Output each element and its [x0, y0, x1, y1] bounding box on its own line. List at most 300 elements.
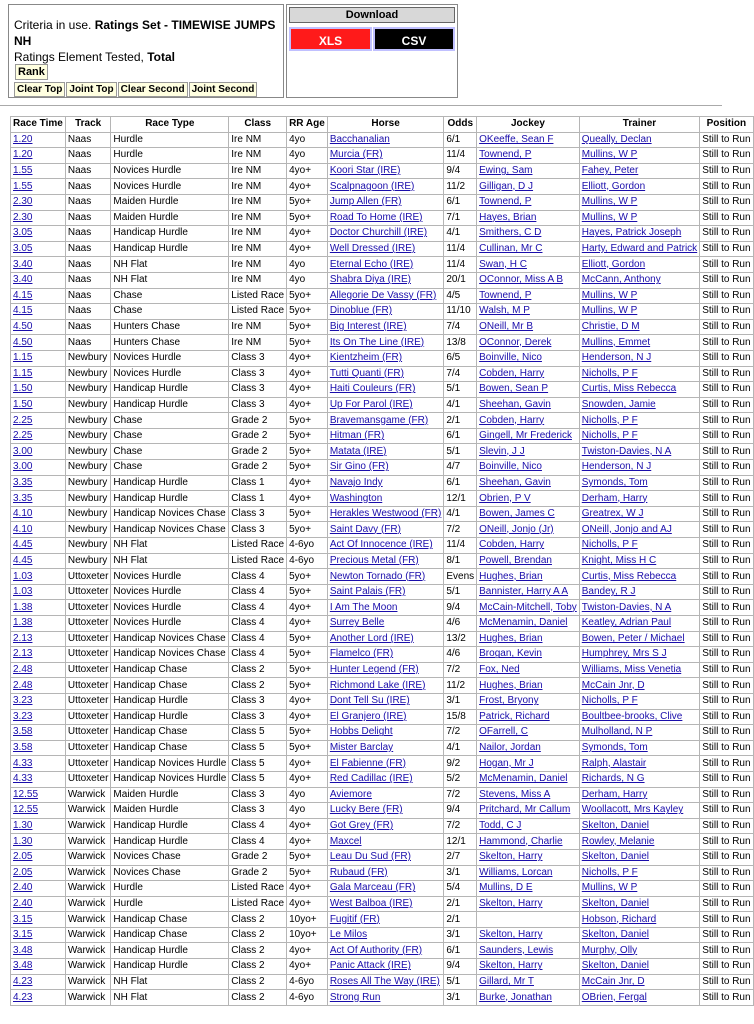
horse-link[interactable]: Bravemansgame (FR) [329, 414, 429, 426]
rr-age-cell: 4yo [287, 787, 328, 803]
trainer-link[interactable]: Henderson, N J [581, 461, 652, 473]
trainer-link[interactable]: Derham, Harry [581, 492, 648, 504]
trainer-link[interactable]: Skelton, Daniel [581, 929, 650, 941]
horse-link[interactable]: Bacchanalian [329, 133, 390, 145]
table-row [11, 522, 754, 538]
jockey-link[interactable]: Bannister, Harry A A [479, 586, 569, 598]
race-time-link[interactable]: 1.50 [13, 383, 33, 395]
rr-age-cell: 5yo+ [287, 444, 328, 460]
race-time-cell [11, 787, 66, 803]
trainer-link[interactable]: Bandey, R J [581, 586, 636, 598]
jockey-link[interactable]: Powell, Brendan [479, 554, 552, 566]
trainer-link[interactable]: McCann, Anthony [581, 274, 661, 286]
jockey-cell [477, 335, 580, 351]
horse-link[interactable]: Red Cadillac (IRE) [329, 773, 413, 785]
horse-link[interactable]: Got Grey (FR) [329, 820, 394, 832]
trainer-link[interactable]: Twiston-Davies, N A [581, 601, 672, 613]
jockey-link[interactable]: Pritchard, Mr Callum [479, 804, 571, 816]
horse-link[interactable]: Richmond Lake (IRE) [329, 679, 426, 691]
class-cell: Class 3 [229, 787, 287, 803]
table-row [11, 226, 754, 242]
jockey-link[interactable]: Boinville, Nico [479, 352, 542, 364]
odds-cell: 4/6 [444, 647, 477, 663]
jockey-link[interactable]: McCain-Mitchell, Toby [479, 601, 577, 613]
horse-link[interactable]: Big Interest (IRE) [329, 321, 407, 333]
jockey-link[interactable]: Brogan, Kevin [479, 648, 542, 660]
jockey-cell [477, 288, 580, 304]
rr-age-cell: 4-6yo [287, 990, 328, 1006]
race-type-cell: Hurdle [111, 881, 229, 897]
jockey-link[interactable]: Stevens, Miss A [479, 788, 551, 800]
horse-link[interactable]: Roses All The Way (IRE) [329, 975, 440, 987]
track-cell: Newbury [65, 397, 111, 413]
trainer-link[interactable]: Skelton, Daniel [581, 897, 650, 909]
jockey-cell [477, 787, 580, 803]
position-cell: Still to Run [700, 787, 753, 803]
position-cell: Still to Run [700, 288, 753, 304]
jockey-link[interactable]: Swan, H C [479, 258, 527, 270]
race-time-link[interactable]: 4.50 [13, 321, 33, 333]
jockey-link[interactable]: Obrien, P V [479, 492, 531, 504]
race-time-cell [11, 491, 66, 507]
race-time-link[interactable]: 1.38 [13, 601, 33, 613]
race-time-link[interactable]: 1.50 [13, 398, 33, 410]
trainer-link[interactable]: Nicholls, P F [581, 695, 638, 707]
class-cell: Grade 2 [229, 428, 287, 444]
jockey-link[interactable]: Cullinan, Mr C [479, 243, 543, 255]
horse-link[interactable]: Road To Home (IRE) [329, 211, 423, 223]
trainer-link[interactable]: Skelton, Daniel [581, 960, 650, 972]
horse-link[interactable]: Koori Star (IRE) [329, 165, 401, 177]
race-time-cell [11, 678, 66, 694]
trainer-link[interactable]: Mullins, W P [581, 196, 638, 208]
race-time-link[interactable]: 3.58 [13, 742, 33, 754]
horse-link[interactable]: Navajo Indy [329, 476, 383, 488]
race-time-cell [11, 132, 66, 148]
jockey-link[interactable]: Hughes, Brian [479, 632, 543, 644]
trainer-link[interactable]: Symonds, Tom [581, 742, 648, 754]
horse-link[interactable]: Haiti Couleurs (FR) [329, 383, 416, 395]
trainer-link[interactable]: Skelton, Daniel [581, 851, 650, 863]
horse-link[interactable]: Dont Tell Su (IRE) [329, 695, 410, 707]
jockey-link[interactable]: Boinville, Nico [479, 461, 542, 473]
trainer-link[interactable]: ONeill, Jonjo and AJ [581, 523, 672, 535]
horse-link[interactable]: Doctor Churchill (IRE) [329, 227, 428, 239]
rr-age-cell: 5yo+ [287, 522, 328, 538]
jockey-link[interactable]: OConnor, Miss A B [479, 274, 564, 286]
race-time-link[interactable]: 2.30 [13, 196, 33, 208]
trainer-link[interactable]: OBrien, Fergal [581, 991, 647, 1003]
race-time-link[interactable]: 3.58 [13, 726, 33, 738]
race-time-link[interactable]: 3.40 [13, 274, 33, 286]
horse-link[interactable]: Kientzheim (FR) [329, 352, 403, 364]
trainer-link[interactable]: Mullins, W P [581, 289, 638, 301]
trainer-link[interactable]: Nicholls, P F [581, 367, 638, 379]
jockey-link[interactable]: Cobden, Harry [479, 539, 545, 551]
horse-link[interactable]: Rubaud (FR) [329, 866, 388, 878]
trainer-link[interactable]: Murphy, Olly [581, 944, 638, 956]
race-time-link[interactable]: 3.23 [13, 710, 33, 722]
jockey-link[interactable]: Skelton, Harry [479, 897, 543, 909]
race-time-link[interactable]: 3.35 [13, 476, 33, 488]
race-time-link[interactable]: 1.30 [13, 835, 33, 847]
rr-age-cell: 4-6yo [287, 538, 328, 554]
race-type-cell: Handicap Hurdle [111, 693, 229, 709]
jockey-link[interactable]: Slevin, J J [479, 445, 525, 457]
race-time-link[interactable]: 12.55 [13, 788, 39, 800]
odds-cell: 8/1 [444, 553, 477, 569]
jockey-link[interactable]: Nailor, Jordan [479, 742, 541, 754]
race-time-link[interactable]: 1.20 [13, 133, 33, 145]
trainer-link[interactable]: Curtis, Miss Rebecca [581, 383, 677, 395]
jockey-link[interactable]: Townend, P [479, 196, 532, 208]
race-time-link[interactable]: 4.15 [13, 305, 33, 317]
race-time-cell [11, 194, 66, 210]
jockey-link[interactable]: McMenamin, Daniel [479, 773, 568, 785]
jockey-link[interactable]: Smithers, C D [479, 227, 542, 239]
horse-link[interactable]: El Granjero (IRE) [329, 710, 407, 722]
odds-cell: 11/2 [444, 678, 477, 694]
horse-link[interactable]: El Fabienne (FR) [329, 757, 406, 769]
horse-link[interactable]: Surrey Belle [329, 617, 385, 629]
class-cell: Listed Race [229, 538, 287, 554]
jockey-link[interactable]: Burke, Jonathan [479, 991, 552, 1003]
trainer-link[interactable]: McCain Jnr, D [581, 975, 645, 987]
jockey-link[interactable]: Williams, Lorcan [479, 866, 553, 878]
horse-link[interactable]: Allegorie De Vassy (FR) [329, 289, 437, 301]
race-time-link[interactable]: 3.40 [13, 258, 33, 270]
race-time-link[interactable]: 1.55 [13, 165, 33, 177]
trainer-link[interactable]: Richards, N G [581, 773, 645, 785]
joint-top-button[interactable]: Joint Top [66, 82, 116, 97]
track-cell: Uttoxeter [65, 693, 111, 709]
horse-link[interactable]: Herakles Westwood (FR) [329, 508, 442, 520]
horse-link[interactable]: Flamelco (FR) [329, 648, 394, 660]
track-cell: Naas [65, 226, 111, 242]
horse-link[interactable]: Fugitif (FR) [329, 913, 380, 925]
horse-link[interactable]: Hitman (FR) [329, 430, 385, 442]
jockey-link[interactable]: Hammond, Charlie [479, 835, 563, 847]
jockey-link[interactable]: McMenamin, Daniel [479, 617, 568, 629]
race-type-cell: Handicap Chase [111, 725, 229, 741]
trainer-link[interactable]: Derham, Harry [581, 788, 648, 800]
trainer-cell [579, 132, 699, 148]
race-time-cell [11, 600, 66, 616]
race-time-link[interactable]: 2.48 [13, 679, 33, 691]
jockey-link[interactable]: Sheehan, Gavin [479, 476, 551, 488]
trainer-link[interactable]: Nicholls, P F [581, 430, 638, 442]
horse-link[interactable]: Scalpnagoon (IRE) [329, 180, 415, 192]
race-time-link[interactable]: 1.30 [13, 820, 33, 832]
jockey-link[interactable]: Skelton, Harry [479, 960, 543, 972]
horse-link[interactable]: Shabra Diya (IRE) [329, 274, 411, 286]
trainer-link[interactable]: Snowden, Jamie [581, 398, 656, 410]
trainer-link[interactable]: Bowen, Peter / Michael [581, 632, 685, 644]
table-row [11, 475, 754, 491]
jockey-link[interactable]: Bowen, James C [479, 508, 555, 520]
jockey-link[interactable]: Gingell, Mr Frederick [479, 430, 572, 442]
trainer-link[interactable]: Queally, Declan [581, 133, 652, 145]
jockey-link[interactable]: Bowen, Sean P [479, 383, 549, 395]
jockey-link[interactable]: Hughes, Brian [479, 679, 543, 691]
horse-link[interactable]: Aviemore [329, 788, 372, 800]
position-cell: Still to Run [700, 896, 753, 912]
jockey-link[interactable]: Hogan, Mr J [479, 757, 534, 769]
race-time-link[interactable]: 3.15 [13, 913, 33, 925]
jockey-link[interactable]: Ewing, Sam [479, 165, 533, 177]
race-time-link[interactable]: 3.05 [13, 243, 33, 255]
jockey-link[interactable]: Walsh, M P [479, 305, 530, 317]
horse-link[interactable]: Its On The Line (IRE) [329, 336, 425, 348]
race-type-cell: Hurdle [111, 148, 229, 164]
jockey-link[interactable]: Fox, Ned [479, 664, 520, 676]
odds-cell: 6/1 [444, 132, 477, 148]
horse-link[interactable]: Act Of Authority (FR) [329, 944, 423, 956]
jockey-link[interactable]: Hayes, Brian [479, 211, 537, 223]
horse-link[interactable]: Precious Metal (FR) [329, 554, 419, 566]
horse-link[interactable]: Well Dressed (IRE) [329, 243, 416, 255]
trainer-link[interactable]: Mullins, W P [581, 211, 638, 223]
race-time-link[interactable]: 1.03 [13, 586, 33, 598]
trainer-link[interactable]: Symonds, Tom [581, 476, 648, 488]
table-row [11, 350, 754, 366]
jockey-link[interactable]: Mullins, D E [479, 882, 533, 894]
jockey-cell [477, 444, 580, 460]
race-time-link[interactable]: 3.48 [13, 960, 33, 972]
race-time-cell [11, 725, 66, 741]
horse-link[interactable]: Eternal Echo (IRE) [329, 258, 414, 270]
trainer-link[interactable]: Mulholland, N P [581, 726, 653, 738]
clear-second-button[interactable]: Clear Second [118, 82, 188, 97]
jockey-cell [477, 678, 580, 694]
csv-download-button[interactable]: CSV [373, 27, 455, 51]
jockey-link[interactable]: OFarrell, C [479, 726, 529, 738]
trainer-link[interactable]: Boultbee-brooks, Clive [581, 710, 683, 722]
race-time-cell [11, 834, 66, 850]
trainer-link[interactable]: Fahey, Peter [581, 165, 639, 177]
trainer-link[interactable]: Greatrex, W J [581, 508, 644, 520]
horse-link[interactable]: Maxcel [329, 835, 362, 847]
clear-top-button[interactable]: Clear Top [14, 82, 65, 97]
jockey-link[interactable]: Cobden, Harry [479, 367, 545, 379]
race-time-link[interactable]: 4.33 [13, 773, 33, 785]
trainer-link[interactable]: McCain Jnr, D [581, 679, 645, 691]
jockey-link[interactable]: Todd, C J [479, 820, 522, 832]
race-time-link[interactable]: 2.13 [13, 648, 33, 660]
race-time-link[interactable]: 4.33 [13, 757, 33, 769]
race-time-link[interactable]: 4.15 [13, 289, 33, 301]
jockey-link[interactable]: Frost, Bryony [479, 695, 539, 707]
trainer-link[interactable]: Hobson, Richard [581, 913, 657, 925]
race-time-link[interactable]: 2.40 [13, 897, 33, 909]
trainer-link[interactable]: Knight, Miss H C [581, 554, 657, 566]
race-time-link[interactable]: 2.05 [13, 866, 33, 878]
table-row [11, 163, 754, 179]
race-time-link[interactable]: 4.23 [13, 975, 33, 987]
rank-button[interactable]: Rank [15, 64, 48, 80]
trainer-link[interactable]: Elliott, Gordon [581, 258, 646, 270]
race-time-cell [11, 959, 66, 975]
horse-link[interactable]: Matata (IRE) [329, 445, 387, 457]
race-time-link[interactable]: 2.40 [13, 882, 33, 894]
table-row [11, 600, 754, 616]
horse-link[interactable]: Strong Run [329, 991, 381, 1003]
class-cell: Grade 2 [229, 413, 287, 429]
jockey-cell [477, 506, 580, 522]
race-time-link[interactable]: 3.00 [13, 461, 33, 473]
race-time-link[interactable]: 4.23 [13, 991, 33, 1003]
race-time-link[interactable]: 1.20 [13, 149, 33, 161]
trainer-link[interactable]: Elliott, Gordon [581, 180, 646, 192]
horse-link[interactable]: Lucky Bere (FR) [329, 804, 403, 816]
horse-link[interactable]: Up For Parol (IRE) [329, 398, 413, 410]
trainer-link[interactable]: Mullins, W P [581, 882, 638, 894]
trainer-link[interactable]: Mullins, Emmet [581, 336, 651, 348]
trainer-link[interactable]: Ralph, Alastair [581, 757, 647, 769]
jockey-link[interactable]: Townend, P [479, 149, 532, 161]
horse-link[interactable]: Gala Marceau (FR) [329, 882, 416, 894]
trainer-link[interactable]: Nicholls, P F [581, 866, 638, 878]
race-time-cell [11, 756, 66, 772]
race-time-link[interactable]: 3.15 [13, 929, 33, 941]
position-cell: Still to Run [700, 662, 753, 678]
trainer-link[interactable]: Keatley, Adrian Paul [581, 617, 672, 629]
race-time-link[interactable]: 2.25 [13, 430, 33, 442]
race-time-link[interactable]: 1.38 [13, 617, 33, 629]
horse-link[interactable]: Saint Palais (FR) [329, 586, 406, 598]
race-time-link[interactable]: 1.15 [13, 352, 33, 364]
rr-age-cell: 4yo+ [287, 179, 328, 195]
jockey-link[interactable]: Hughes, Brian [479, 570, 543, 582]
odds-cell: 9/2 [444, 756, 477, 772]
odds-cell: Evens [444, 569, 477, 585]
horse-link[interactable]: Sir Gino (FR) [329, 461, 389, 473]
race-time-link[interactable]: 2.05 [13, 851, 33, 863]
race-time-link[interactable]: 1.03 [13, 570, 33, 582]
jockey-link[interactable]: Sheehan, Gavin [479, 398, 551, 410]
rr-age-cell: 5yo+ [287, 304, 328, 320]
class-cell: Grade 2 [229, 444, 287, 460]
position-cell: Still to Run [700, 834, 753, 850]
jockey-link[interactable]: Skelton, Harry [479, 851, 543, 863]
rr-age-cell: 4yo [287, 272, 328, 288]
horse-link[interactable]: Mister Barclay [329, 742, 394, 754]
xls-download-button[interactable]: XLS [289, 27, 372, 51]
horse-link[interactable]: Washington [329, 492, 383, 504]
trainer-link[interactable]: Henderson, N J [581, 352, 652, 364]
trainer-link[interactable]: Nicholls, P F [581, 414, 638, 426]
race-time-link[interactable]: 1.15 [13, 367, 33, 379]
horse-link[interactable]: Hobbs Delight [329, 726, 393, 738]
jockey-link[interactable]: Cobden, Harry [479, 414, 545, 426]
race-time-link[interactable]: 4.50 [13, 336, 33, 348]
trainer-link[interactable]: Mullins, W P [581, 305, 638, 317]
class-cell: Class 3 [229, 366, 287, 382]
trainer-link[interactable]: Twiston-Davies, N A [581, 445, 672, 457]
horse-link[interactable]: Tutti Quanti (FR) [329, 367, 404, 379]
class-cell: Listed Race [229, 896, 287, 912]
jockey-link[interactable]: ONeill, Jonjo (Jr) [479, 523, 554, 535]
column-header-class: Class [229, 117, 287, 133]
trainer-link[interactable]: Woollacott, Mrs Kayley [581, 804, 684, 816]
race-time-link[interactable]: 4.10 [13, 523, 33, 535]
trainer-link[interactable]: Mullins, W P [581, 149, 638, 161]
jockey-link[interactable]: Patrick, Richard [479, 710, 550, 722]
race-time-link[interactable]: 12.55 [13, 804, 39, 816]
trainer-link[interactable]: Harty, Edward and Patrick [581, 243, 698, 255]
horse-link[interactable]: Murcia (FR) [329, 149, 383, 161]
horse-link[interactable]: Newton Tornado (FR) [329, 570, 426, 582]
horse-link[interactable]: I Am The Moon [329, 601, 398, 613]
race-time-cell [11, 444, 66, 460]
race-type-cell: Novices Hurdle [111, 163, 229, 179]
horse-link[interactable]: Hunter Legend (FR) [329, 664, 419, 676]
jockey-link[interactable]: OKeeffe, Sean F [479, 133, 554, 145]
jockey-link[interactable]: Townend, P [479, 289, 532, 301]
jockey-link[interactable]: Skelton, Harry [479, 929, 543, 941]
trainer-link[interactable]: Humphrey, Mrs S J [581, 648, 667, 660]
race-time-link[interactable]: 3.48 [13, 944, 33, 956]
race-time-link[interactable]: 3.00 [13, 445, 33, 457]
odds-cell: 11/4 [444, 241, 477, 257]
column-header-jockey: Jockey [477, 117, 580, 133]
race-time-link[interactable]: 2.25 [13, 414, 33, 426]
race-time-link[interactable]: 3.35 [13, 492, 33, 504]
horse-link[interactable]: Leau Du Sud (FR) [329, 851, 411, 863]
jockey-link[interactable]: OConnor, Derek [479, 336, 552, 348]
track-cell: Warwick [65, 834, 111, 850]
horse-link[interactable]: Le Milos [329, 929, 368, 941]
race-time-link[interactable]: 3.05 [13, 227, 33, 239]
horse-link[interactable]: Act Of Innocence (IRE) [329, 539, 433, 551]
race-time-link[interactable]: 2.30 [13, 211, 33, 223]
trainer-link[interactable]: Christie, D M [581, 321, 640, 333]
trainer-link[interactable]: Nicholls, P F [581, 539, 638, 551]
jockey-link[interactable]: Gilligan, D J [479, 180, 534, 192]
rr-age-cell: 4yo+ [287, 771, 328, 787]
horse-link[interactable]: Saint Davy (FR) [329, 523, 401, 535]
horse-link[interactable]: Another Lord (IRE) [329, 632, 414, 644]
race-time-link[interactable]: 1.55 [13, 180, 33, 192]
trainer-link[interactable]: Rowley, Melanie [581, 835, 655, 847]
jockey-link[interactable]: Gillard, Mr T [479, 975, 534, 987]
horse-link[interactable]: Panic Attack (IRE) [329, 960, 411, 972]
class-cell: Class 2 [229, 974, 287, 990]
trainer-link[interactable]: Skelton, Daniel [581, 820, 650, 832]
jockey-link[interactable]: Saunders, Lewis [479, 944, 554, 956]
trainer-link[interactable]: Hayes, Patrick Joseph [581, 227, 682, 239]
race-time-link[interactable]: 2.13 [13, 632, 33, 644]
trainer-cell [579, 272, 699, 288]
joint-second-button[interactable]: Joint Second [189, 82, 258, 97]
horse-link[interactable]: Jump Allen (FR) [329, 196, 402, 208]
race-time-link[interactable]: 3.23 [13, 695, 33, 707]
jockey-link[interactable]: ONeill, Mr B [479, 321, 534, 333]
trainer-link[interactable]: Williams, Miss Venetia [581, 664, 682, 676]
race-time-link[interactable]: 2.48 [13, 664, 33, 676]
trainer-link[interactable]: Curtis, Miss Rebecca [581, 570, 677, 582]
table-row [11, 444, 754, 460]
race-time-link[interactable]: 4.45 [13, 554, 33, 566]
odds-cell: 5/1 [444, 584, 477, 600]
horse-link[interactable]: Dinoblue (FR) [329, 305, 393, 317]
position-cell: Still to Run [700, 428, 753, 444]
race-time-link[interactable]: 4.10 [13, 508, 33, 520]
horse-cell [327, 366, 444, 382]
filter-button-row [14, 82, 258, 97]
race-time-link[interactable]: 4.45 [13, 539, 33, 551]
horse-link[interactable]: West Balboa (IRE) [329, 897, 413, 909]
